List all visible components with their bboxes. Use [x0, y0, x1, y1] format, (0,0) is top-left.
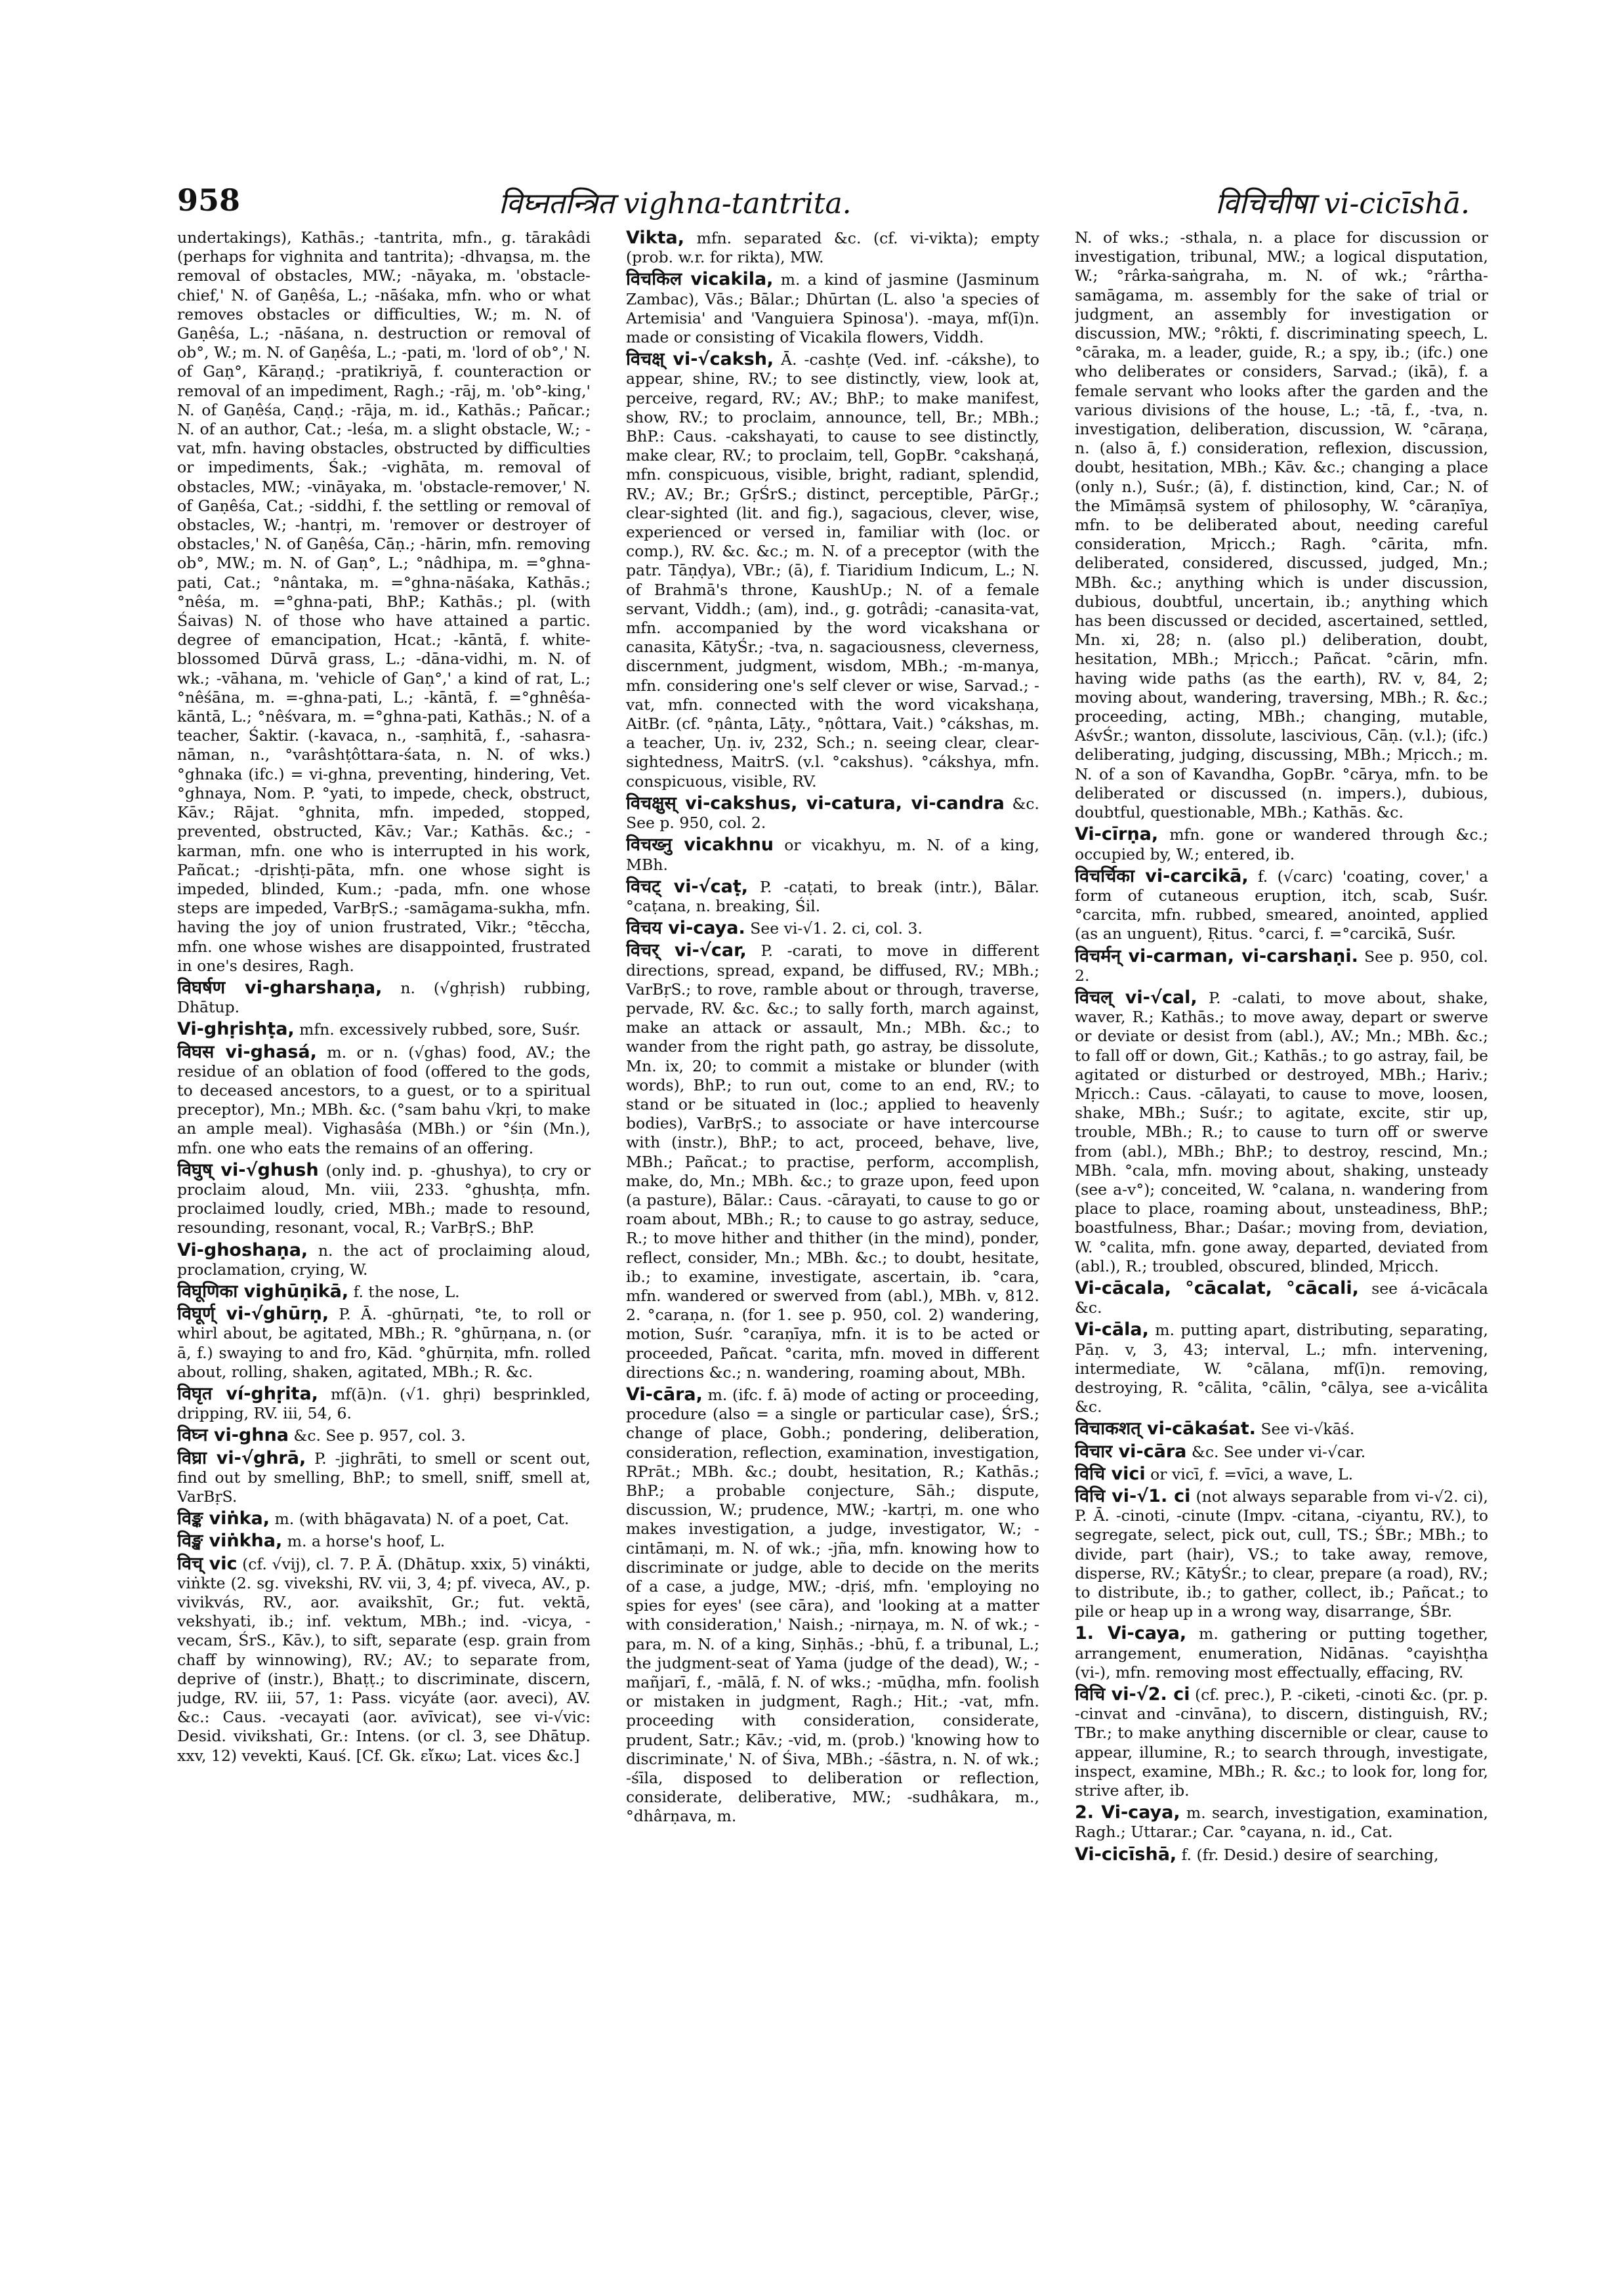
dictionary-entry	[1075, 1803, 1488, 1842]
entry-headword: Vi-cāla,	[1075, 1319, 1149, 1340]
entry-definition: m. search, investigation, examination, Ragh.; Uttarar.; Car. °cayana, n. id., Cat.	[1075, 1804, 1488, 1842]
entry-definition: see á-vicācala &c.	[1075, 1279, 1488, 1317]
entry-definition: P. Ā. -ghūrṇati, °te, to roll or whirl about, be agitated, MBh.; R. °ghūrṇana, n. (or ā, f.) swaying to and fro, Kād. °ghūrṇita, mfn. rolled about, rolling, shaken, agitated, MBh.; R. &c.	[177, 1305, 591, 1381]
entry-headword: 2. Vi-caya,	[1075, 1802, 1180, 1823]
entry-headword: विचार vi-cāra	[1075, 1441, 1187, 1462]
dictionary-entry	[626, 919, 1039, 938]
entry-headword: विघर्षण vi-gharshaṇa,	[177, 977, 383, 998]
entry-definition: m. or n. (√ghas) food, AV.; the residue of an oblation of food (offered to the gods, to deceased ancestors, to a guest, or to a spiritual preceptor), Mn.; MBh. &c. (°sam bahu √kṛi, to make an ample meal). Vighasâśa (MBh.) or °śin (Mn.), mfn. one who eats the remains of an offering.	[177, 1043, 591, 1157]
dictionary-entry	[177, 1509, 591, 1529]
entry-definition: n. (√ghṛish) rubbing, Dhātup.	[177, 978, 591, 1017]
dictionary-entry	[177, 1554, 591, 1766]
entry-definition: mfn. separated &c. (cf. vi-vikta); empty (prob. w.r. for rikta), MW.	[626, 229, 1039, 267]
dictionary-entry	[177, 1531, 591, 1551]
dictionary-entry	[1075, 825, 1488, 863]
header-left-guide-word: विघ्नतन्त्रित vighna-tantrita.	[499, 187, 852, 220]
dictionary-entry	[1075, 1419, 1488, 1439]
entry-headword: विचर् vi-√car,	[626, 940, 747, 961]
entry-headword: Vi-cicīshā,	[1075, 1844, 1177, 1865]
entry-headword: 1. Vi-caya,	[1075, 1623, 1187, 1644]
entry-definition: or vicī, f. =vīci, a wave, L.	[1150, 1464, 1354, 1483]
entry-definition: undertakings), Kathās.; -tantrita, mfn., g. tārakâdi (perhaps for vighnita and tantrita); -dhvaṉsa, m. the removal of obstacles, MW.; -nāyaka, m. 'obstacle-chief,' N. of Gaṇêśa, L.; -nāśaka, mfn. who or what removes obstacles or difficulties, W.; m. N. of Gaṇêśa, L.; -nāśana, n. destruction or removal of ob°, W.; m. N. of Gaṇêśa, L.; -pati, m. 'lord of ob°,' N. of Gaṇ°, Kāraṇḍ.; -pratikriyā, f. counteraction or removal of an impediment, Ragh.; -rāj, m. 'ob°-king,' N. of Gaṇêśa, Caṇḍ.; -rāja, m. id., Kathās.; Pañcar.; N. of an author, Cat.; -leśa, m. a slight obstacle, W.; -vat, mfn. having obstacles, obstructed by difficulties or impediments, Śak.; -vighāta, m. removal of obstacles, MW.; -vināyaka, m. 'obstacle-remover,' N. of Gaṇêśa, Cat.; -siddhi, f. the settling or removal of obstacles, W.; -hantṛi, m. 'remover or destroyer of obstacles,' N. of Gaṇêśa, Cāṇ.; -hārin, mfn. removing ob°, MW.; m. N. of Gaṇ°, L.; °nâdhipa, m. =°ghna-pati, Cat.; °nântaka, m. =°ghna-nāśaka, Kathās.; °nêśa, m. =°ghna-pati, BhP.; Kathās.; pl. (with Śaivas) N. of those who have attained a partic. degree of emancipation, Hcat.; -kāntā, f. white-blossomed Dūrvā grass, L.; -dāna-vidhi, m. N. of wk.; -vāhana, m. 'vehicle of Gaṇ°,' a kind of rat, L.; °nêśāna, m. =-ghna-pati, L.; -kāntā, f. =°ghnêśa-kāntā, L.; °nêśvara, m. =°ghna-pati, Kathās.; N. of a teacher, Śaktir. (-kavaca, n., -saṃhitā, f., -sahasra-nāman, n., °varâshṭôttara-śata, n. N. of wks.) °ghnaka (ifc.) = vi-ghna, preventing, hindering, Vet. °ghnaya, Nom. P. °yati, to impede, check, obstruct, Kāv.; Rājat. °ghnita, mfn. impeded, stopped, prevented, obstructed, Kāv.; Var.; Kathās. &c.; -karman, mfn. one who is interrupted in his work, Pañcat.; -dṛishṭi-pāta, mfn. one whose sight is impeded, blinded, Kum.; -pada, mfn. one whose steps are impeded, VarBṛS.; -samāgama-sukha, mfn. having the joy of union frustrated, Vikr.; °tēccha, mfn. one whose wishes are disappointed, frustrated in one's desires, Ragh.	[177, 228, 591, 975]
dictionary-entry	[1075, 867, 1488, 944]
entry-headword: विघस vi-ghasá,	[177, 1041, 317, 1062]
dictionary-entry	[1075, 1464, 1488, 1484]
dictionary-entry	[626, 1385, 1039, 1827]
entry-headword: विचर्मन् vi-carman, vi-carshaṇi.	[1075, 945, 1358, 966]
page-number: 958	[177, 182, 241, 218]
entry-headword: Vi-cācala, °cācalat, °cācali,	[1075, 1277, 1359, 1298]
dictionary-entry	[626, 835, 1039, 874]
dictionary-entry	[177, 1161, 591, 1238]
entry-headword: विचय vi-caya.	[626, 918, 745, 939]
entry-definition: m. a kind of jasmine (Jasminum Zambac), Vās.; Bālar.; Dhūrtan (L. also 'a species of Artemisia' and 'Vanguiera Spinosa'). -maya, mf(ī)n. made or consisting of Vicakila flowers, Viddh.	[626, 270, 1039, 347]
entry-headword: विचि vi-√2. ci	[1075, 1684, 1190, 1705]
entry-headword: विघ्रा vi-√ghrā,	[177, 1447, 306, 1468]
entry-headword: विघूर्ण् vi-√ghūrṇ,	[177, 1304, 329, 1325]
entry-headword: Vi-cāra,	[626, 1384, 703, 1405]
entry-definition: P. -carati, to move in different directions, spread, expand, be diffused, RV.; MBh.; VarBṛS.; to rove, ramble about or through, traverse, pervade, RV. &c. &c.; to sally forth, march against, make an attack or assault, Mn.; MBh. &c.; to wander from the right path, go astray, be dissolute, Mn. ix, 20; to commit a mistake or blunder (with words), BhP.; to run out, come to an end, RV.; to stand or be situated in (loc.; applied to heavenly bodies), VarBṛS.; to associate or have intercourse with (instr.), BhP.; to act, proceed, behave, live, MBh.; Pañcat.; to practise, perform, accomplish, make, do, Mn.; MBh. &c.; to graze upon, feed upon (a pasture), Bālar.: Caus. -cārayati, to cause to go or roam about, MBh.; R.; to cause to go astray, seduce, R.; to move hither and thither (in the mind), ponder, reflect, consider, Mn.; MBh. &c.; to doubt, hesitate, ib.; to examine, investigate, ascertain, ib. °cara, mfn. wandered or swerved from (abl.), MBh. v, 812. 2. °caraṇa, n. (for 1. see p. 950, col. 2) wandering, motion, Suśr. °caraṇīya, mfn. it is to be acted or proceeded, Pañcat. °carita, mfn. moved in different directions &c.; n. wandering, roaming about, MBh.	[626, 941, 1039, 1382]
column-2	[626, 228, 1039, 2216]
dictionary-entry	[626, 270, 1039, 347]
entry-definition: or vicakhyu, m. N. of a king, MBh.	[626, 836, 1039, 874]
entry-definition: (cf. √vij), cl. 7. P. Ā. (Dhātup. xxix, 5) vinákti, viṅkte (2. sg. vivekshi, RV. vii, 3, 4; pf. viveca, AV., p. vivikvás, RV., aor. avaikshīt, Gr.; fut. vektā, vekshyati, ib.; inf. vektum, MBh.; ind. -vicya, -vecam, ŚrS., Kāv.), to sift, separate (esp. grain from chaff by winnowing), RV.; AV.; to separate from, deprive of (instr.), Bhaṭṭ.; to discriminate, discern, judge, RV. iii, 57, 1: Pass. vicyáte (aor. aveci), AV. &c.: Caus. -vecayati (aor. avīvicat), see vi-√vic: Desid. vivikshati, Gr.: Intens. (or cl. 3, see Dhātup. xxv, 12) vevekti, Kauś. [Cf. Gk. εἴκω; Lat. vices &c.]	[177, 1554, 591, 1765]
entry-definition: (cf. prec.), P. -ciketi, -cinoti &c. (pr. p. -cinvat and -cinvāna), to discern, distinguish, RV.; TBr.; to make anything discernible or clear, cause to appear, illumine, R.; to search through, investigate, inspect, examine, MBh.; R. &c.; to look for, long for, strive after, ib.	[1075, 1685, 1488, 1800]
entry-definition: (only ind. p. -ghushya), to cry or proclaim aloud, Mn. viii, 233. °ghushṭa, mfn. proclaimed loudly, cried, MBh.; made to resound, resounding, resonant, vocal, R.; VarBṛS.; BhP.	[177, 1161, 591, 1237]
entry-headword: विचर्चिका vi-carcikā,	[1075, 865, 1249, 886]
entry-definition: mfn. gone or wandered through &c.; occupied by, W.; entered, ib.	[1075, 825, 1488, 863]
dictionary-entry	[626, 794, 1039, 833]
entry-headword: विचि vici	[1075, 1463, 1146, 1484]
page-header	[177, 176, 1486, 228]
column-3	[1075, 228, 1488, 2216]
entry-definition: m. (ifc. f. ā) mode of acting or proceeding, procedure (also = a single or particular case), ŚrS.; change of place, Gobh.; pondering, deliberation, consideration, reflection, examination, investigation, RPrāt.; MBh. &c.; doubt, hesitation, R.; Kathās.; BhP.; a probable conjecture, Sāh.; dispute, discussion, W.; prudence, MW.; -kartṛi, m. one who makes investigation, a judge, investigator, W.; -cintāmaṇi, m. N. of wk.; -jña, mfn. knowing how to discriminate or judge, able to decide on the merits of a case, a judge, MW.; -dṛiś, mfn. 'employing no spies for eyes' (see cāra), and 'looking at a matter with consideration,' Naish.; -nirṇaya, m. N. of wk.; -para, m. N. of a king, Siṇhās.; -bhū, f. a tribunal, L.; the judgment-seat of Yama (judge of the dead), W.; -mañjarī, f., -mālā, f. N. of wks.; -mūḍha, mfn. foolish or mistaken in judgment, Ragh.; Hit.; -vat, mfn. proceeding with consideration, considerate, prudent, Satr.; Kāv.; -vid, m. (prob.) 'knowing how to discriminate,' N. of Śiva, MBh.; -śāstra, n. N. of wk.; -śīla, disposed to deliberation or reflection, considerate, deliberative, MW.; -sudhâkara, m., °dhârṇava, m.	[626, 1385, 1039, 1826]
entry-headword: विचक्ष् vi-√caksh,	[626, 349, 774, 370]
entry-definition: f. (fr. Desid.) desire of searching,	[1181, 1845, 1439, 1864]
dictionary-entry	[177, 1449, 591, 1507]
entry-headword: विघ्न vi-ghna	[177, 1425, 289, 1446]
entry-headword: विघुष् vi-√ghush	[177, 1159, 319, 1180]
dictionary-entry	[1075, 228, 1488, 822]
dictionary-entry	[177, 978, 591, 1017]
dictionary-entry	[1075, 1279, 1488, 1317]
entry-definition: mfn. excessively rubbed, sore, Suśr.	[299, 1020, 581, 1039]
entry-headword: विचक्षुस् vi-cakshus, vi-catura, vi-candra	[626, 793, 1005, 814]
entry-definition: See p. 950, col. 2.	[1075, 947, 1488, 985]
entry-definition: m. (with bhāgavata) N. of a poet, Cat.	[274, 1510, 570, 1529]
dictionary-entry	[177, 1043, 591, 1158]
entry-headword: विचि vi-√1. ci	[1075, 1486, 1191, 1506]
entry-headword: विचल् vi-√cal,	[1075, 987, 1197, 1008]
dictionary-entry	[1075, 1320, 1488, 1416]
entry-headword: विघूणिका vighūṇikā,	[177, 1281, 349, 1302]
dictionary-entry	[1075, 1624, 1488, 1682]
header-right-guide-word: विचिचीषा vi-cicīshā.	[1215, 187, 1470, 220]
entry-headword: Vi-ghṛishṭa,	[177, 1019, 295, 1040]
entry-definition: P. -caṭati, to break (intr.), Bālar. °caṭana, n. breaking, Śil.	[626, 877, 1039, 915]
entry-definition: m. gathering or putting together, arrangement, enumeration, Nidānas. °cayishṭha (vi-), mfn. removing most effectually, effacing, RV.	[1075, 1624, 1488, 1682]
entry-headword: विङ्क viṅka,	[177, 1508, 270, 1529]
dictionary-entry	[177, 1241, 591, 1279]
entry-definition: &c. See p. 950, col. 2.	[626, 794, 1039, 833]
entry-definition: m. putting apart, distributing, separating, Pāṇ. v, 3, 43; interval, L.; mfn. intervening, intermediate, W. °cālana, mf(ī)n. removing, destroying, R. °cālita, °cālin, °cālya, see a-vicâlita &c.	[1075, 1321, 1488, 1416]
entry-definition: &c. See under vi-√car.	[1191, 1442, 1366, 1461]
entry-definition: P. -jighrāti, to smell or scent out, find out by smelling, BhP.; to smell, sniff, smell at, VarBṛS.	[177, 1449, 591, 1506]
dictionary-entry	[177, 1020, 591, 1039]
dictionary-entry	[177, 1282, 591, 1302]
entry-definition: See vi-√1. 2. ci, col. 3.	[750, 919, 923, 938]
entry-definition: n. the act of proclaiming aloud, proclamation, crying, W.	[177, 1241, 591, 1279]
entry-definition: m. a horse's hoof, L.	[287, 1532, 446, 1551]
dictionary-entry	[177, 1304, 591, 1382]
dictionary-entry	[177, 228, 591, 976]
entry-headword: विघृत ví-ghṛita,	[177, 1383, 318, 1404]
entry-definition: f. (√carc) 'coating, cover,' a form of cutaneous eruption, itch, scab, Suśr. °carcita, mfn. rubbed, smeared, anointed, applied (as an unguent), Ṛitus. °carci, f. =°carcikā, Suśr.	[1075, 867, 1488, 943]
dictionary-entry	[1075, 1487, 1488, 1621]
entry-definition: P. -calati, to move about, shake, waver, R.; Kathās.; to move away, depart or swerve or deviate or desist from (abl.), AV.; Mn.; MBh. &c.; to fall off or down, Git.; Kathās.; to go astray, fail, be agitated or disturbed or destroyed, MBh.; Hariv.; Mṛicch.: Caus. -cālayati, to cause to move, loosen, shake, MBh.; Suśr.; to agitate, excite, stir up, trouble, MBh.; R.; to cause to turn off or swerve from (abl.), MBh.; BhP.; to destroy, rescind, Mn.; MBh. °cala, mfn. moving about, shaking, unsteady (see a-v°); conceited, W. °calana, n. wandering from place to place, roaming about, unsteadiness, BhP.; boastfulness, Bhar.; Daśar.; moving from, deviation, W. °calita, mfn. gone away, departed, deviated from (abl.), R.; troubled, obscured, blinded, Mṛicch.	[1075, 988, 1488, 1275]
entry-headword: विचख्नु vicakhnu	[626, 835, 774, 856]
entry-definition: Ā. -cashṭe (Ved. inf. -cákshe), to appear, shine, RV.; to see distinctly, view, look at, perceive, regard, RV.; AV.; BhP.; to make manifest, show, RV.; to proclaim, announce, tell, Br.; MBh.; BhP.: Caus. -cakshayati, to cause to see distinctly, make clear, RV.; to proclaim, tell, GopBr. °cakshaṇá, mfn. conspicuous, visible, bright, radiant, splendid, RV.; AV.; Br.; GṛŚrS.; distinct, perceptible, PārGṛ.; clear-sighted (lit. and fig.), sagacious, clever, wise, experienced or versed in, familiar with (loc. or comp.), RV. &c. &c.; m. N. of a preceptor (with the patr. Tāṇḍya), VBr.; (ā), f. Tiaridium Indicum, L.; N. of Brahmā's throne, KaushUp.; N. of a female servant, Viddh.; (am), ind., g. gotrâdi; -canasita-vat, mfn. accompanied by the word vicakshana or canasita, KātyŚr.; -tva, n. sagaciousness, cleverness, discernment, judgment, wisdom, MBh.; -m-manya, mfn. considering one's self clever or wise, Sarvad.; -vat, mfn. connected with the word vicakshaṇa, AitBr. (cf. °ṇânta, Lāṭy., °ṇôttara, Vait.) °cákshas, m. a teacher, Uṇ. iv, 232, Sch.; n. seeing clear, clear-sightedness, MaitrS. (v.l. °cakshus). °cákshya, mfn. conspicuous, visible, RV.	[626, 350, 1039, 791]
dictionary-entry	[626, 941, 1039, 1382]
dictionary-entry	[177, 1384, 591, 1423]
entry-headword: Vikta,	[626, 228, 685, 248]
entry-headword: विच् vic	[177, 1553, 238, 1574]
entry-definition: &c. See p. 957, col. 3.	[293, 1426, 466, 1445]
dictionary-entry	[1075, 1442, 1488, 1462]
dictionary-entry	[1075, 1845, 1488, 1865]
entry-headword: Vi-ghoshaṇa,	[177, 1239, 308, 1260]
entry-definition: N. of wks.; -sthala, n. a place for discussion or investigation, tribunal, MW.; a logical disputation, W.; °rârka-saṅgraha, m. N. of wk.; °rârtha-samāgama, m. assembly for the sake of trial or judgment, an assembly for investigation or discussion, MW.; °rôkti, f. discriminating speech, L. °cāraka, m. a leader, guide, R.; a spy, ib.; (ifc.) one who deliberates or considers, Sarvad.; (ikā), f. a female servant who looks after the garden and the various divisions of the house, L.; -tā, f., -tva, n. investigation, deliberation, discussion, W. °cāraṇa, n. (also ā, f.) consideration, reflexion, discussion, doubt, hesitation, MBh.; Kāv. &c.; changing a place (only n.), Suśr.; (ā), f. distinction, kind, Car.; N. of the Mīmāṃsā system of philosophy, W. °cāraṇīya, mfn. to be deliberated about, needing careful consideration, Mṛicch.; Ragh. °cārita, mfn. deliberated, considered, discussed, judged, Mn.; MBh. &c.; anything which is under discussion, dubious, doubtful, uncertain, ib.; anything which has been discussed or decided, ascertained, settled, Mn. xi, 28; n. (also pl.) deliberation, doubt, hesitation, MBh.; Mṛicch.; Pañcat. °cārin, mfn. having wide paths (as the earth), RV. v, 84, 2; moving about, wandering, traversing, MBh.; R. &c.; proceeding, acting, MBh.; changing, mutable, AśvŚr.; wanton, dissolute, lascivious, Cāṇ. (v.l.); (ifc.) deliberating, judging, discussing, MBh.; Mṛicch.; m. N. of a son of Kavandha, GopBr. °cārya, mfn. to be deliberated or discussed (n. impers.), dubious, doubtful, questionable, MBh.; Kathās. &c.	[1075, 228, 1488, 822]
dictionary-entry	[626, 228, 1039, 267]
dictionary-entry	[626, 877, 1039, 916]
entry-headword: Vi-cīrṇa,	[1075, 824, 1159, 845]
entry-headword: विचाकशत् vi-cākaśat.	[1075, 1418, 1256, 1439]
dictionary-entry	[177, 1426, 591, 1445]
columns-container	[177, 228, 1489, 2216]
entry-headword: विचट् vi-√caṭ,	[626, 876, 749, 897]
entry-definition: mf(ā)n. (√1. ghṛi) besprinkled, dripping, RV. iii, 54, 6.	[177, 1384, 591, 1423]
entry-definition: (not always separable from vi-√2. ci), P. Ā. -cinoti, -cinute (Impv. -citana, -ciyantu, RV.), to segregate, select, pick out, cull, TS.; ŚBr.; MBh.; to divide, part (hair), VS.; to take away, remove, disperse, RV.; KātyŚr.; to clear, prepare (a road), RV.; to distribute, ib.; to gather, collect, ib.; Pañcat.; to pile or heap up in a wrong way, disarrange, ŚBr.	[1075, 1487, 1488, 1621]
dictionary-entry	[1075, 1685, 1488, 1800]
entry-definition: f. the nose, L.	[353, 1282, 460, 1301]
dictionary-entry	[626, 350, 1039, 791]
dictionary-entry	[1075, 947, 1488, 985]
entry-headword: विचकिल vicakila,	[626, 269, 774, 290]
dictionary-entry	[1075, 988, 1488, 1276]
entry-headword: विङ्ख viṅkha,	[177, 1531, 283, 1552]
column-1	[177, 228, 591, 2216]
entry-definition: See vi-√kāś.	[1260, 1420, 1355, 1439]
